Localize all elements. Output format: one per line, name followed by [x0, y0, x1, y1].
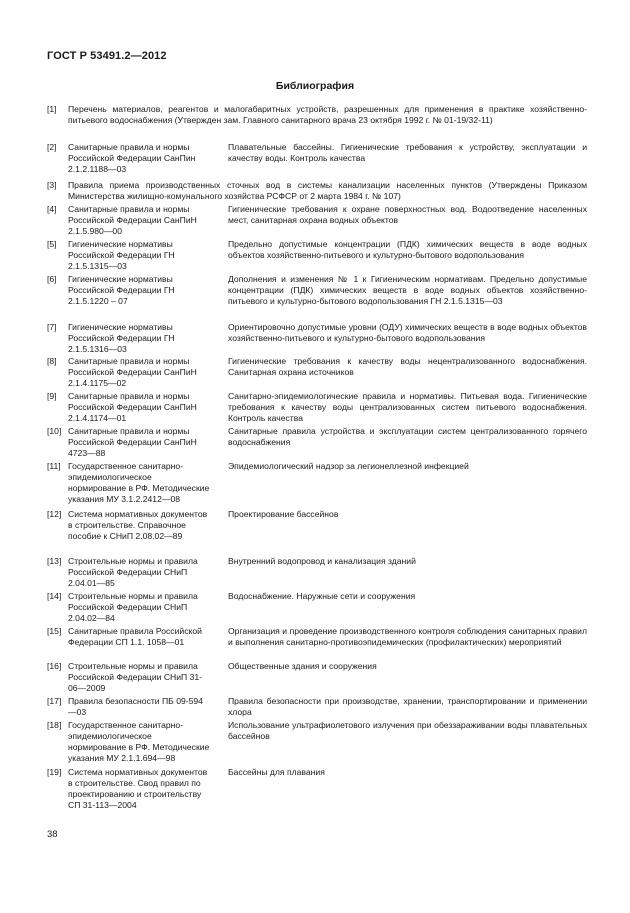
reference-description: Ориентировочно допустимые уровни (ОДУ) химических веществ в воде водных объектов хозяйственно-питьевого и культурно-бытового водопользования: [228, 322, 587, 343]
reference-number: [17]: [47, 696, 62, 706]
page-number: 38: [47, 829, 58, 840]
reference-description: Гигиенические требования к охране поверхностных вод. Водоотведение населенных мест, санитарная охрана водных объектов: [228, 204, 587, 225]
reference-document-code: Строительные нормы и правила Российской Федерации СНиП 31-06—2009: [68, 661, 203, 693]
reference-item: [47, 626, 587, 661]
reference-number: [11]: [47, 461, 61, 471]
reference-document-code: Государственное санитарно-эпидемиологическое нормирование в РФ. Методические указания МУ 3.1.2.2412—08: [68, 461, 210, 504]
reference-description: Санитарные правила устройства и эксплуатации систем централизованного горячего водоснабжения: [228, 426, 587, 447]
reference-document-code: Строительные нормы и правила Российской Федерации СНиП 2.04.02—84: [68, 591, 198, 623]
reference-item: [47, 426, 587, 461]
reference-document-code: Гигиенические нормативы Российской Федерации ГН 2.1.5.1316—03: [68, 322, 175, 354]
reference-item: [47, 461, 587, 509]
reference-item: [47, 356, 587, 391]
standard-header: ГОСТ Р 53491.2—2012: [47, 50, 167, 62]
reference-description: Правила безопасности при производстве, хранении, транспортировании и применении хлора: [228, 696, 587, 717]
reference-number: [6]: [47, 274, 57, 284]
reference-item: [47, 142, 587, 180]
reference-description: Проектирование бассейнов: [228, 509, 339, 519]
reference-document-code: Санитарные правила Российской Федерации СП 1.1. 1058—01: [68, 626, 202, 647]
reference-number: [7]: [47, 322, 57, 332]
reference-description: Гигиенические требования к качеству воды нецентрализованного водоснабжения. Санитарная охрана источников: [228, 356, 587, 377]
reference-document-code: Гигиенические нормативы Российской Федерации ГН 2.1.5.1220 – 07: [68, 274, 175, 306]
reference-item: [47, 720, 587, 767]
reference-description: Внутренний водопровод и канализация зданий: [228, 556, 416, 566]
reference-number: [10]: [47, 426, 62, 436]
reference-description: Использование ультрафиолетового излучения при обеззараживании воды плавательных бассейнов: [228, 720, 587, 741]
reference-document-code: Государственное санитарно-эпидемиологическое нормирование в РФ. Методические указания МУ 2.1.1.694—98: [68, 720, 210, 763]
reference-document-code: Санитарные правила и нормы Российской Федерации СанПиН 4723—88: [68, 426, 197, 458]
reference-number: [14]: [47, 591, 62, 601]
reference-item: [47, 239, 587, 274]
reference-number: [16]: [47, 661, 62, 671]
reference-text: Правила приема производственных сточных вод в системы канализации населенных пунктов (Утверждены Приказом Министерства жилищно-комунального хозяйства РСФСР от 2 марта 1984 г. № 107): [68, 180, 587, 201]
reference-item: [47, 274, 587, 322]
reference-document-code: Правила безопасности ПБ 09-594—03: [68, 696, 203, 717]
reference-list: [47, 104, 587, 827]
reference-number: [5]: [47, 239, 57, 249]
reference-number: [4]: [47, 204, 57, 214]
reference-item: [47, 391, 587, 426]
reference-number: [1]: [47, 104, 57, 114]
reference-document-code: Система нормативных документов в строительстве. Свод правил по проектированию и строительству СП 31-113—2004: [68, 767, 208, 810]
reference-description: Водоснабжение. Наружные сети и сооружения: [228, 591, 416, 601]
reference-document-code: Санитарные правила и нормы Российской Федерации СанПиН 2.1.4.1175—02: [68, 356, 197, 388]
reference-item: [47, 509, 587, 556]
reference-number: [3]: [47, 180, 57, 190]
reference-document-code: Гигиенические нормативы Российской Федерации ГН 2.1.5.1315—03: [68, 239, 175, 271]
reference-item: [47, 767, 587, 827]
reference-number: [2]: [47, 142, 57, 152]
reference-number: [12]: [47, 509, 62, 519]
reference-item: [47, 556, 587, 591]
reference-number: [9]: [47, 391, 57, 401]
reference-description: Предельно допустимые концентрации (ПДК) химических веществ в воде водных объектов хозяйственно-питьевого и культурно-бытового водопользования: [228, 239, 587, 260]
reference-number: [8]: [47, 356, 57, 366]
reference-item: [47, 180, 587, 204]
reference-item: [47, 591, 587, 626]
reference-item: [47, 661, 587, 696]
reference-item: [47, 322, 587, 356]
reference-description: Дополнения и изменения № 1 к Гигиеническим нормативам. Предельно допустимые концентрации (ПДК) химических веществ в воде водных объектов хозяйственно-питьевого и культурно-бытового водопользования ГН 2.1.5.1315—03: [228, 274, 587, 306]
reference-description: Плавательные бассейны. Гигиенические требования к устройству, эксплуатации и качеству воды. Контроль качества: [228, 142, 587, 163]
reference-item: [47, 696, 587, 720]
reference-document-code: Санитарные правила и нормы Российской Федерации СанПиН 2.1.4.1174—01: [68, 391, 197, 423]
reference-item: [47, 204, 587, 239]
reference-description: Общественные здания и сооружения: [228, 661, 377, 671]
reference-description: Эпидемиологический надзор за легионеллезной инфекцией: [228, 461, 469, 471]
reference-number: [13]: [47, 556, 62, 566]
reference-description: Бассейны для плавания: [228, 767, 325, 777]
reference-item: [47, 104, 587, 142]
reference-description: Санитарно-эпидемиологические правила и нормативы. Питьевая вода. Гигиенические требования к качеству воды централизованных систем питьевого водоснабжения. Контроль качества: [228, 391, 587, 423]
reference-number: [18]: [47, 720, 62, 730]
reference-number: [19]: [47, 767, 62, 777]
bibliography-title: Библиография: [275, 80, 355, 92]
reference-document-code: Санитарные правила и нормы Российской Федерации СанПиН 2.1.5.980—00: [68, 204, 197, 236]
reference-number: [15]: [47, 626, 62, 636]
reference-document-code: Система нормативных документов в строительстве. Справочное пособие к СНиП 2.08.02—89: [68, 509, 208, 541]
reference-document-code: Строительные нормы и правила Российской Федерации СНиП 2.04.01—85: [68, 556, 198, 588]
reference-text: Перечень материалов, реагентов и малогабаритных устройств, разрешенных для применения в практике хозяйственно-питьевого водоснабжения (Утвержден зам. Главного санитарного врача 23 октября 1992 г. № 01-19/32-11): [68, 104, 587, 125]
reference-document-code: Санитарные правила и нормы Российской Федерации СанПин 2.1.2.1188—03: [68, 142, 196, 174]
reference-description: Организация и проведение производственного контроля соблюдения санитарных правил и выполнения санитарно-противоэпидемических (профилактических) мероприятий: [228, 626, 587, 647]
